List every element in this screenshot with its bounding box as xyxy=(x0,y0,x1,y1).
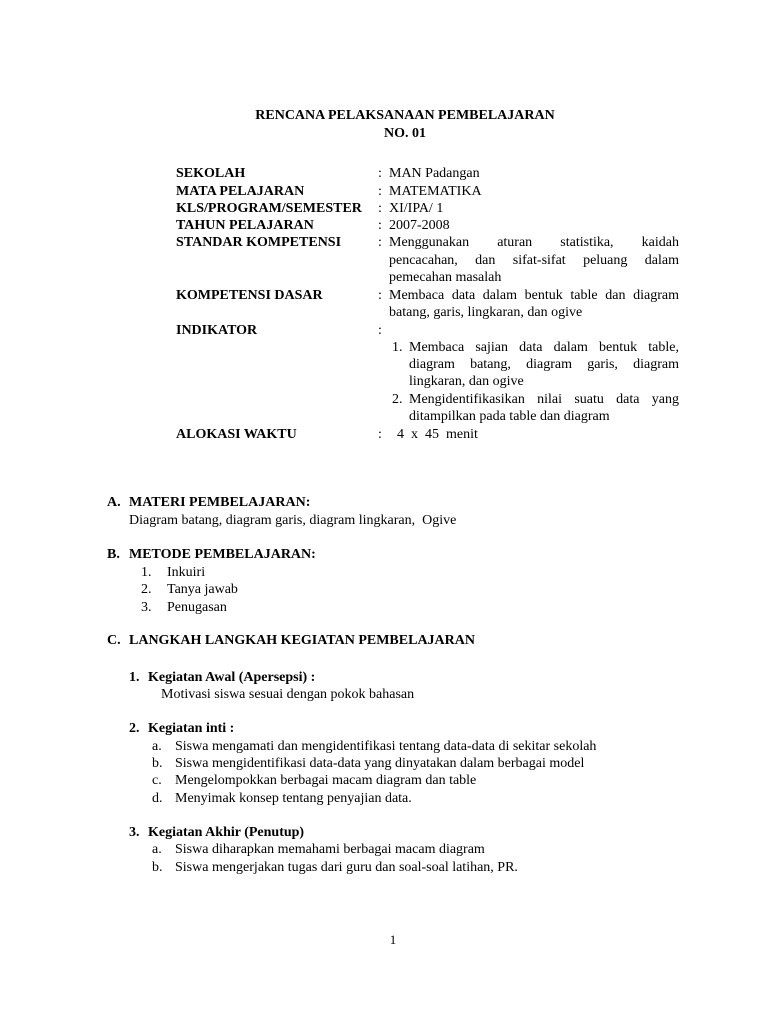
list-item: Siswa mengamati dan mengidentifikasi tentang data-data di sekitar sekolah xyxy=(175,739,597,754)
standar-colon: : xyxy=(378,235,382,250)
list-item: Siswa mengerjakan tugas dari guru dan soal-soal latihan, PR. xyxy=(175,860,518,875)
kls-value: XI/IPA/ 1 xyxy=(389,201,444,216)
list-item: Menyimak konsep tentang penyajian data. xyxy=(175,791,412,806)
standar-label: STANDAR KOMPETENSI xyxy=(176,235,342,250)
kegiatan-inti-title: Kegiatan inti : xyxy=(148,721,235,736)
kegiatan-awal-number: 1. xyxy=(129,670,140,685)
list-number: 3. xyxy=(141,600,152,615)
alokasi-colon: : xyxy=(378,427,382,442)
kompetensi-label: KOMPETENSI DASAR xyxy=(176,288,323,303)
sekolah-label: SEKOLAH xyxy=(176,166,246,181)
standar-line: pencacahan, dan sifat-sifat peluang dalam xyxy=(389,253,679,268)
kegiatan-akhir-title: Kegiatan Akhir (Penutup) xyxy=(148,825,305,840)
list-letter: a. xyxy=(152,739,162,754)
mata-pelajaran-colon: : xyxy=(378,184,382,199)
standar-line: Menggunakan aturan statistika, kaidah xyxy=(389,235,679,250)
list-item: Siswa diharapkan memahami berbagai macam diagram xyxy=(175,842,485,857)
list-item: Siswa mengidentifikasi data-data yang dinyatakan dalam berbagai model xyxy=(175,756,585,771)
document-number: NO. 01 xyxy=(384,126,426,141)
sekolah-value: MAN Padangan xyxy=(389,166,480,181)
kompetensi-colon: : xyxy=(378,288,382,303)
kompetensi-line: batang, garis, lingkaran, dan ogive xyxy=(389,305,583,320)
tahun-colon: : xyxy=(378,218,382,233)
indikator-line: Membaca sajian data dalam bentuk table, xyxy=(409,340,679,355)
tahun-value: 2007-2008 xyxy=(389,218,450,233)
list-number: 1. xyxy=(141,565,152,580)
section-c-title: LANGKAH LANGKAH KEGIATAN PEMBELAJARAN xyxy=(129,633,476,648)
tahun-label: TAHUN PELAJARAN xyxy=(176,218,314,233)
indikator-label: INDIKATOR xyxy=(176,323,258,338)
list-number: 2. xyxy=(141,582,152,597)
mata-pelajaran-label: MATA PELAJARAN xyxy=(176,184,305,199)
kegiatan-inti-number: 2. xyxy=(129,721,140,736)
kegiatan-awal-text: Motivasi siswa sesuai dengan pokok bahasan xyxy=(161,687,415,702)
sekolah-colon: : xyxy=(378,166,382,181)
kompetensi-line: Membaca data dalam bentuk table dan diagram xyxy=(389,288,679,303)
list-item: Inkuiri xyxy=(167,565,206,580)
indikator-line: diagram batang, diagram garis, diagram xyxy=(409,357,679,372)
section-b-title: METODE PEMBELAJARAN: xyxy=(129,547,316,562)
section-b-letter: B. xyxy=(107,547,120,562)
mata-pelajaran-value: MATEMATIKA xyxy=(389,184,482,199)
section-a-title: MATERI PEMBELAJARAN: xyxy=(129,495,311,510)
kegiatan-akhir-number: 3. xyxy=(129,825,140,840)
list-item: Penugasan xyxy=(167,600,227,615)
section-c-letter: C. xyxy=(107,633,121,648)
document-title: RENCANA PELAKSANAAN PEMBELAJARAN xyxy=(255,108,555,123)
list-letter: a. xyxy=(152,842,162,857)
list-letter: b. xyxy=(152,860,163,875)
section-a-text: Diagram batang, diagram garis, diagram lingkaran, Ogive xyxy=(129,513,457,528)
alokasi-value: 4 x 45 menit xyxy=(397,427,478,442)
indikator-colon: : xyxy=(378,323,382,338)
list-item: Mengelompokkan berbagai macam diagram dan table xyxy=(175,773,477,788)
indikator-number: 2. xyxy=(392,392,403,407)
indikator-line: lingkaran, dan ogive xyxy=(409,374,524,389)
kegiatan-awal-title: Kegiatan Awal (Apersepsi) : xyxy=(148,670,316,685)
standar-line: pemecahan masalah xyxy=(389,270,502,285)
indikator-line: ditampilkan pada table dan diagram xyxy=(409,409,610,424)
list-item: Tanya jawab xyxy=(167,582,238,597)
alokasi-label: ALOKASI WAKTU xyxy=(176,427,297,442)
kls-colon: : xyxy=(378,201,382,216)
list-letter: c. xyxy=(152,773,162,788)
kls-label: KLS/PROGRAM/SEMESTER xyxy=(176,201,362,216)
section-a-letter: A. xyxy=(107,495,121,510)
list-letter: d. xyxy=(152,791,163,806)
indikator-number: 1. xyxy=(392,340,403,355)
list-letter: b. xyxy=(152,756,163,771)
indikator-line: Mengidentifikasikan nilai suatu data yang xyxy=(409,392,679,407)
page-number: 1 xyxy=(389,932,397,947)
